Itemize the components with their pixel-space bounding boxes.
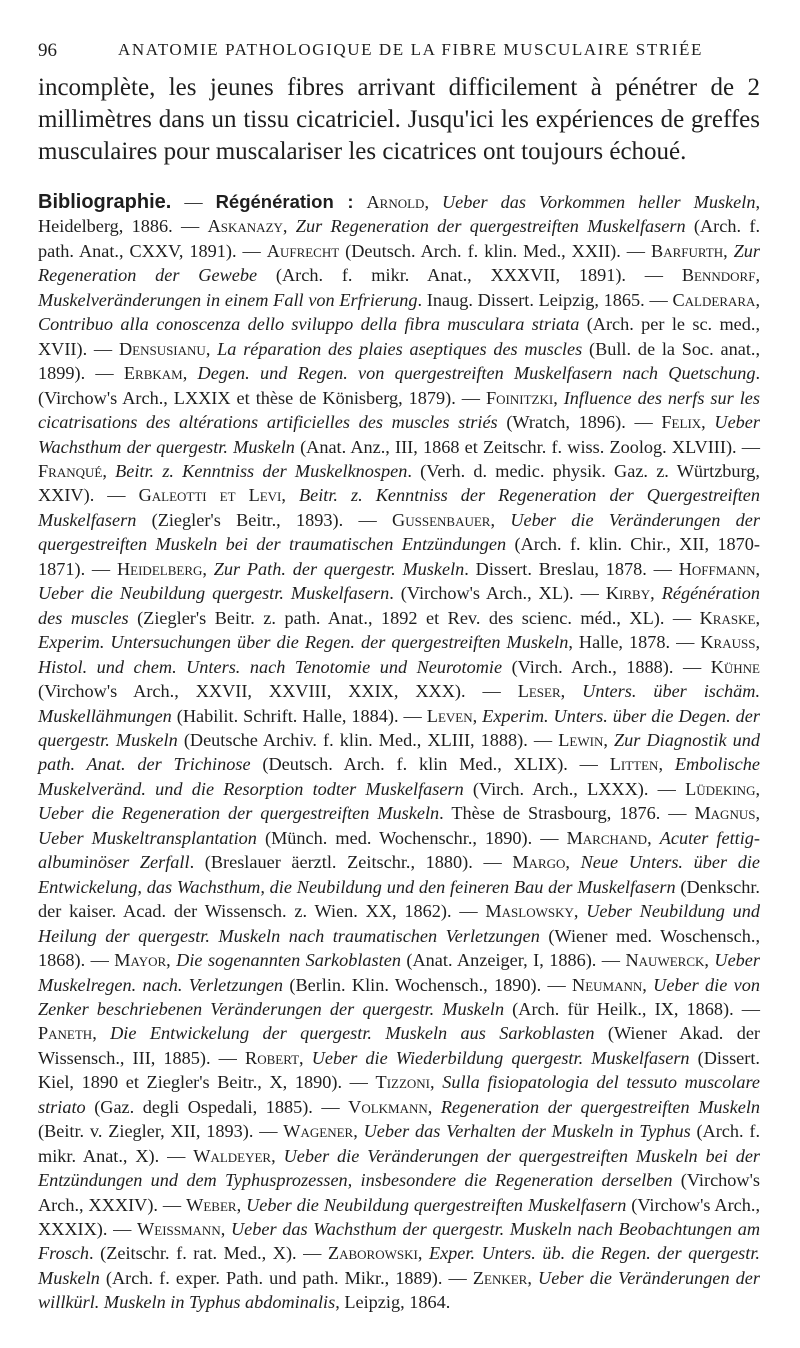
bibliography-entry: — Magnus, Ueber Muskeltransplantation (Münch. med. Wochenschr., 1890). (38, 803, 761, 848)
bibliography-entry: — Tizzoni, Sulla fisiopatologia del tessuto muscolare striato (Gaz. degli Ospedali, 1885). (38, 1072, 761, 1117)
separator-dash: — (85, 950, 115, 971)
entry-title: Neue Unters. über die Entwickelung, das Wachsthum, die Neubildung und den feineren Bau der Muskelfasern (38, 852, 760, 897)
bibliography-entry: — Heidelberg, Zur Path. der quergestr. Muskeln. Dissert. Breslau, 1878. (85, 558, 647, 579)
separator-dash: — (664, 607, 700, 628)
entry-title: Ueber die Veränderungen der willkürl. Muskeln in Typhus abdominalis (38, 1267, 760, 1313)
entry-author: Benndorf (681, 265, 756, 286)
entry-details: , Leipzig, 1864. (335, 1292, 451, 1313)
entry-author: Tizzoni (375, 1072, 431, 1093)
entry-title: Acuter fettig-albuminöser Zerfall (38, 827, 760, 873)
separator-dash: — (472, 852, 513, 873)
entry-author: Litten (609, 754, 659, 775)
separator-dash: — (660, 803, 695, 824)
entry-title: Zur Regeneration der quergestreiften Muskelfasern (295, 216, 686, 237)
entry-author: Leser (517, 681, 561, 702)
bibliography-entry: — Hoffmann, Ueber die Neubildung quergestr. Muskelfasern. (Virchow's Arch., XL). (38, 558, 761, 604)
entry-details: , Heidelberg, 1886. (38, 192, 761, 237)
entry-title: Unters. über ischäm. Muskellähmungen (38, 681, 760, 726)
bibliography-entry: — Neumann, Ueber die von Zenker beschriebenen Veränderungen der quergestr. Muskeln (Arch. für Heilk., IX, 1868). (38, 974, 761, 1019)
separator-dash: — (87, 338, 119, 359)
intro-paragraph: incomplète, les jeunes fibres arrivant difficilement à pénétrer de 2 millimètres dans un tissu cicatriciel. Jusqu'ici les expériences de greffes musculaires pour muscalariser les cicatrices ont toujours échoué. (38, 74, 760, 165)
separator-dash: — (94, 485, 139, 506)
entry-details: . (Breslauer äerztl. Zeitschr., 1880). (189, 852, 473, 873)
entry-details: (Beitr. v. Ziegler, XII, 1893). (38, 1121, 254, 1142)
bibliography-entry: — Waldeyer, Ueber die Veränderungen der quergestreiften Muskeln bei der Entzündungen und dem Typhusprozessen, insbesondere die Regeneration derselben (Virchow's Arch., XXXIV). (38, 1145, 761, 1215)
entry-author: Magnus (694, 803, 756, 824)
entry-author: Felix (661, 412, 702, 433)
entry-author: Weber (186, 1194, 237, 1215)
entry-details: (Arch. per le sc. med., XVII). (38, 314, 761, 359)
bibliography-entry (237, 241, 621, 261)
entry-author: Densusianu (118, 338, 206, 359)
entry-details: . Dissert. Breslau, 1878. (464, 558, 647, 579)
bibliography-entry: — Litten, Embolische Muskelveränd. und die Resorption todter Muskelfasern (Virch. Arch., LXXX). (38, 754, 760, 799)
separator-dash: — (625, 265, 682, 286)
section-heading: Régénération : (215, 191, 354, 212)
separator-dash: — (596, 950, 626, 971)
entry-details: (Dissert. Kiel, 1890 et Ziegler's Beitr., X, 1890). (38, 1047, 760, 1093)
entry-author: Marchand (566, 827, 648, 848)
bibliography-entry: — Volkmann, Regeneration der quergestreiften Muskeln (Beitr. v. Ziegler, XII, 1893). (38, 1096, 761, 1142)
bibliography-entry: — Densusianu, La réparation des plaies aseptiques des muscles (Bull. de la Soc. anat., 1899). (38, 338, 761, 384)
entry-details: . (Verh. d. medic. physik. Gaz. z. Würtzburg, XXIV). (38, 460, 760, 506)
bibliography-entry: — Benndorf, Muskelveränderungen in einem Fall von Erfrierung. Inaug. Dissert. Leipzig, 1865. (38, 265, 761, 310)
entry-author: Kühne (710, 656, 760, 677)
entry-details: (Arch. f. exper. Path. und path. Mikr., 1889). (99, 1267, 443, 1288)
entry-title: Ueber die Neubildung quergestreiften Muskelfasern (246, 1194, 627, 1215)
separator-dash: — (172, 216, 208, 237)
entry-author: Neumann (572, 974, 643, 995)
bibliography-entry: — Leser, Unters. über ischäm. Muskellähmungen (Habilit. Schrift. Halle, 1884). (38, 681, 760, 726)
separator-dash: — (673, 656, 711, 677)
bibliography-entry: — Gussenbauer, Ueber die Veränderungen der quergestreiften Muskeln bei der traumatischen Entzündungen (Arch. f. klin. Chir., XII, 1870-1871). (38, 509, 761, 579)
separator-dash: — (342, 1072, 376, 1093)
bibliography-entry: — Weber, Ueber die Neubildung quergestreiften Muskelfasern (Virchow's Arch., XXXIX). (38, 1194, 761, 1240)
entry-author: Waldeyer (193, 1145, 272, 1166)
entry-details: (Virchow's Arch., XXVII, XXVIII, XXIX, XXX). (38, 681, 466, 702)
running-head (38, 40, 760, 64)
bibliography-entry: — Zenker, Ueber die Veränderungen der willkürl. Muskeln in Typhus abdominalis, Leipzig, 1864. (38, 1267, 760, 1313)
bibliography-entry: — Calderara, Contribuo alla conoscenza dello sviluppo della fibra musculara striata (Arch. per le sc. med., XVII). (38, 289, 761, 359)
entry-author: Galeotti et Levi (138, 485, 282, 506)
entry-title: Régénération des muscles (38, 583, 761, 628)
separator-dash: — (527, 729, 559, 750)
entry-title: Experim. Untersuchungen über die Regen. der quergestreiften Muskeln (38, 632, 569, 653)
entry-details: (Gaz. degli Ospedali, 1885). (85, 1096, 313, 1117)
entry-details: (Virchow's Arch., XXXIX). (38, 1194, 761, 1240)
entry-author: Wagener (283, 1121, 354, 1142)
separator-dash: — (733, 998, 760, 1019)
bibliography-entry: — Nauwerck, Ueber Muskelregen. nach. Verletzungen (Berlin. Klin. Wochensch., 1890). (38, 950, 761, 995)
entry-title: Degen. und Regen. von quergestreiften Muskelfasern nach Quetschung (197, 363, 756, 384)
entry-title: Contribuo alla conoscenza dello sviluppo della fibra musculara striata (38, 314, 580, 335)
entry-author: Askanazy (207, 216, 283, 237)
bibliography-heading: Bibliographie. (38, 191, 172, 213)
bibliography-entry: — Marchand, Acuter fettig-albuminöser Zerfall. (Breslauer äerztl. Zeitschr., 1880). (38, 827, 760, 873)
entry-details: (Virch. Arch., LXXX). (463, 778, 649, 799)
entry-details: (Arch. f. mikr. Anat., XXXVII, 1891). (257, 265, 626, 286)
entry-title: Ueber die Wiederbildung quergestr. Muskelfasern (311, 1047, 690, 1068)
entry-details: (Virchow's Arch., XXXIV). (38, 1170, 760, 1215)
entry-title: Ueber das Wachsthum der quergestr. Muskeln nach Beobachtungen am Frosch (38, 1219, 760, 1264)
separator-dash: — (644, 289, 673, 310)
entry-details: . (Virchow's Arch., XL). (389, 583, 574, 604)
entry-details: (Deutsche Archiv. f. klin. Med., XLIII, 1888). (177, 729, 528, 750)
entry-author: Zaborowski (327, 1243, 418, 1264)
bibliography-entry: — Margo, Neue Unters. über die Entwickelung, das Wachsthum, die Neubildung und den feineren Bau der Muskelfasern (Denkschr. der kaiser. Acad. der Wissensch. z. Wien. XX, 1862). (38, 852, 760, 922)
bibliography-entry: — Barfurth, Zur Regeneration der Gewebe (Arch. f. mikr. Anat., XXXVII, 1891). (38, 240, 761, 286)
bibliography-entry: — Kirby, Régénération des muscles (Ziegler's Beitr. z. path. Anat., 1892 et Rev. des scienc. méd., XL). (38, 583, 761, 628)
separator-dash: — (210, 1047, 246, 1068)
entry-title: Ueber das Vorkommen heller Muskeln (442, 192, 756, 212)
entry-details: (Deutsch. Arch. f. klin Med., XLIX). (250, 754, 568, 775)
entry-author: Franqué (38, 460, 103, 481)
entry-title: La réparation des plaies aseptiques des muscles (217, 338, 583, 359)
entry-author: Weissmann (137, 1219, 221, 1240)
entry-author: Aufrecht (266, 240, 340, 261)
entry-details: , Halle, 1878. (568, 632, 671, 653)
bibliography-entry: — Felix, Ueber Wachsthum der quergestr. Muskeln (Anat. Anz., III, 1868 et Zeitschr. f. wiss. Zoolog. XLVIII). (38, 412, 761, 457)
bibliography-entry: — Leven, Experim. Unters. über die Degen. der quergestr. Muskeln (Deutsche Archiv. f. klin. Med., XLIII, 1888). (38, 705, 761, 750)
entry-details: (Virch. Arch., 1888). (502, 656, 674, 677)
entry-title: Embolische Muskelveränd. und die Resorption todter Muskelfasern (38, 754, 760, 799)
entry-author: Gussenbauer (392, 509, 491, 530)
entry-title: Ueber die Regeneration der quergestreiften Muskeln (38, 803, 440, 824)
separator-dash: — (670, 632, 701, 653)
separator-dash: — (541, 974, 573, 995)
entry-details: (Berlin. Klin. Wochensch., 1890). (283, 974, 542, 995)
bibliography-entry: — Franqué, Beitr. z. Kenntniss der Muskelknospen. (Verh. d. medic. physik. Gaz. z. Würtzburg, XXIV). (38, 436, 761, 506)
entry-details: (Arch. f. path. Anat., CXXV, 1891). (38, 216, 761, 261)
bibliography-entry: — Mayor, Die sogenannten Sarkoblasten (Anat. Anzeiger, I, 1886). (85, 950, 597, 971)
separator-dash: — (85, 363, 124, 384)
separator-dash: — (171, 192, 216, 212)
bibliography-entry: Arnold, Ueber das Vorkommen heller Muskeln, Heidelberg, 1886. (38, 192, 761, 237)
entry-author: Kraske (699, 607, 756, 628)
running-title: ANATOMIE PATHOLOGIQUE DE LA FIBRE MUSCULAIRE STRIÉE (118, 40, 704, 59)
entry-details: . Thèse de Strasbourg, 1876. (439, 803, 661, 824)
bibliography-entry: — Maslowsky, Ueber Neubildung und Heilung der quergestr. Muskeln nach traumatischen Verletzungen (Wiener med. Woschensch., 1868). (38, 901, 761, 971)
entry-details: (Denkschr. der kaiser. Acad. der Wissensch. z. Wien. XX, 1862). (38, 876, 760, 922)
separator-dash: — (625, 412, 662, 433)
separator-dash: — (646, 558, 679, 579)
entry-author: Robert (245, 1047, 300, 1068)
entry-author: Foinitzki (486, 387, 554, 408)
entry-title: Ueber Wachsthum der quergestr. Muskeln (38, 412, 761, 457)
entry-details: (Anat. Anz., III, 1868 et Zeitschr. f. wiss. Zoolog. XLVIII). (294, 436, 737, 457)
entry-author: Heidelberg (116, 558, 203, 579)
entry-details: (Ziegler's Beitr., 1893). (136, 509, 344, 530)
entry-title: Exper. Unters. üb. die Regen. der quergestr. Muskeln (38, 1243, 760, 1288)
entry-author: Erbkam (123, 363, 183, 384)
bibliography-entry: — Askanazy, Zur Regeneration der quergestreiften Muskelfasern (Arch. f. path. Anat., CXXV, 1891). (38, 216, 761, 261)
bibliography-entry: — Wagener, Ueber das Verhalten der Muskeln in Typhus (Arch. f. mikr. Anat., X). (38, 1121, 761, 1166)
entry-title: Zur Path. der quergestr. Muskeln (213, 558, 465, 579)
entry-details: . Inaug. Dissert. Leipzig, 1865. (417, 289, 645, 310)
entry-author: Hoffmann (678, 558, 756, 579)
entry-title: Ueber die Veränderungen der quergestreiften Muskeln bei der Entzündungen und dem Typhusprozessen, insbesondere die Regeneration derselben (38, 1145, 761, 1191)
bibliography-entry: — Erbkam, Degen. und Regen. von quergestreiften Muskelfasern nach Quetschung. (Virchow's Arch., LXXIX et thèse de Könisberg, 1879). (38, 363, 761, 408)
bibliography-entry: — Krauss, Histol. und chem. Unters. nach Tenotomie und Neurotomie (Virch. Arch., 1888). (38, 632, 761, 677)
separator-dash: — (442, 1267, 473, 1288)
entry-details: (Wiener med. Woschensch., 1868). (38, 925, 761, 971)
bibliography-entry: — Zaborowski, Exper. Unters. üb. die Regen. der quergestr. Muskeln (Arch. f. exper. Path. und path. Mikr., 1889). (38, 1243, 760, 1288)
entry-author: Maslowsky (485, 901, 574, 922)
entry-details: (Wiener Akad. der Wissensch., III, 1885). (38, 1023, 760, 1068)
separator-dash: — (312, 1096, 349, 1117)
entry-details: (Arch. f. mikr. Anat., X). (38, 1121, 761, 1166)
separator-dash: — (159, 1145, 194, 1166)
entry-details: . (Zeitschr. f. rat. Med., X). (89, 1243, 297, 1264)
entry-details: . (Virchow's Arch., LXXIX et thèse de Könisberg, 1879). (38, 363, 761, 408)
bibliography-entry: — Galeotti et Levi, Beitr. z. Kenntniss der Regeneration der Quergestreiften Muskelfasern (Ziegler's Beitr., 1893). (38, 485, 760, 530)
separator-dash: — (532, 827, 567, 848)
entry-author: Margo (512, 852, 566, 873)
bibliography-entry: — Kraske, Experim. Untersuchungen über die Regen. der quergestreiften Muskeln, Halle, 1878. (38, 607, 760, 653)
bibliography-entry: — Foinitzki, Influence des nerfs sur les cicatrisations des altérations artificielles des muscles striés (Wratch, 1896). (38, 387, 760, 433)
entry-title: Sulla fisiopatologia del tessuto muscolare striato (38, 1072, 761, 1117)
entry-author: Nauwerck (625, 950, 705, 971)
entry-author: Zenker (472, 1267, 528, 1288)
entry-author: Barfurth (651, 240, 724, 261)
separator-dash: — (736, 436, 761, 457)
entry-title: Ueber die Neubildung quergestr. Muskelfasern (38, 583, 390, 604)
separator-dash: — (648, 778, 686, 799)
entry-author: Lewin (558, 729, 604, 750)
separator-dash: — (573, 583, 606, 604)
entry-author: Kirby (605, 583, 651, 604)
entry-title: Beitr. z. Kenntniss der Muskelknospen (115, 460, 408, 481)
separator-dash: — (465, 681, 518, 702)
separator-dash: — (343, 509, 393, 530)
entry-details: (Anat. Anzeiger, I, 1886). (400, 950, 597, 971)
entry-author: Leven (426, 705, 473, 726)
separator-dash: — (236, 240, 267, 261)
entry-title: Zur Regeneration der Gewebe (38, 240, 761, 286)
separator-dash: — (85, 558, 117, 579)
entry-title: Regeneration der quergestreiften Muskeln (440, 1096, 761, 1117)
entry-author: Lüdeking (685, 778, 756, 799)
entry-title: Ueber Muskeltransplantation (38, 827, 257, 848)
separator-dash: — (296, 1243, 328, 1264)
separator-dash: — (620, 240, 652, 261)
bibliography (38, 190, 760, 1315)
entry-details: (Deutsch. Arch. f. klin. Med., XXII). (339, 240, 621, 261)
separator-dash: — (157, 1194, 187, 1215)
separator-dash: — (567, 754, 610, 775)
entry-title: Histol. und chem. Unters. nach Tenotomie und Neurotomie (38, 656, 503, 677)
entry-title: Influence des nerfs sur les cicatrisations des altérations artificielles des muscles striés (38, 387, 760, 433)
entry-title: Ueber Neubildung und Heilung der quergestr. Muskeln nach traumatischen Verletzungen (38, 901, 761, 946)
entry-title: Ueber das Verhalten der Muskeln in Typhus (363, 1121, 691, 1142)
separator-dash: — (398, 705, 427, 726)
bibliography-entry: — Robert, Ueber die Wiederbildung quergestr. Muskelfasern (Dissert. Kiel, 1890 et Ziegler's Beitr., X, 1890). (38, 1047, 760, 1093)
entry-author: Krauss (700, 632, 756, 653)
entry-details: (Münch. med. Wochenschr., 1890). (256, 827, 533, 848)
entry-title: Die Entwickelung der quergestr. Muskeln aus Sarkoblasten (110, 1023, 595, 1044)
entry-title: Die sogenannten Sarkoblasten (176, 950, 401, 971)
entry-title: Ueber Muskelregen. nach. Verletzungen (38, 950, 761, 995)
separator-dash: — (451, 901, 486, 922)
entry-details: (Arch. f. klin. Chir., XII, 1870-1871). (38, 534, 760, 579)
entry-details: (Ziegler's Beitr. z. path. Anat., 1892 et Rev. des scienc. méd., XL). (128, 607, 665, 628)
entry-title: Zur Diagnostik und path. Anat. der Trichinose (38, 729, 761, 775)
separator-dash: — (107, 1219, 138, 1240)
entry-details: (Wratch, 1896). (497, 412, 626, 433)
entry-author: Paneth (38, 1023, 93, 1044)
bibliography-entry: — Weissmann, Ueber das Wachsthum der quergestr. Muskeln nach Beobachtungen am Frosch. (Zeitschr. f. rat. Med., X). (38, 1219, 760, 1264)
entry-details: (Bull. de la Soc. anat., 1899). (38, 338, 761, 384)
entry-details: (Habilit. Schrift. Halle, 1884). (171, 705, 399, 726)
bibliography-entry: — Lüdeking, Ueber die Regeneration der quergestreiften Muskeln. Thèse de Strasbourg, 1876. (38, 778, 761, 824)
separator-dash: — (253, 1121, 284, 1142)
entry-author: Mayor (114, 950, 167, 971)
entry-author: Volkmann (348, 1096, 428, 1117)
entry-author: Arnold (366, 192, 425, 212)
entry-title: Ueber die Veränderungen der quergestreiften Muskeln bei der traumatischen Entzündungen (38, 509, 761, 555)
bibliography-entry: — Paneth, Die Entwickelung der quergestr. Muskeln aus Sarkoblasten (Wiener Akad. der Wissensch., III, 1885). (38, 998, 760, 1068)
entry-title: Muskelveränderungen in einem Fall von Erfrierung (38, 289, 418, 310)
entry-author: Calderara (672, 289, 756, 310)
entry-title: Ueber die von Zenker beschriebenen Veränderungen der quergestr. Muskeln (38, 974, 761, 1019)
page-number: 96 (38, 40, 57, 61)
entry-details: (Arch. für Heilk., IX, 1868). (504, 998, 734, 1019)
entry-title: Experim. Unters. über die Degen. der quergestr. Muskeln (38, 705, 761, 750)
entry-title: Beitr. z. Kenntniss der Regeneration der Quergestreiften Muskelfasern (38, 485, 760, 530)
separator-dash: — (455, 387, 486, 408)
bibliography-entry: — Lewin, Zur Diagnostik und path. Anat. der Trichinose (Deutsch. Arch. f. klin Med., XLIX). (38, 729, 761, 775)
